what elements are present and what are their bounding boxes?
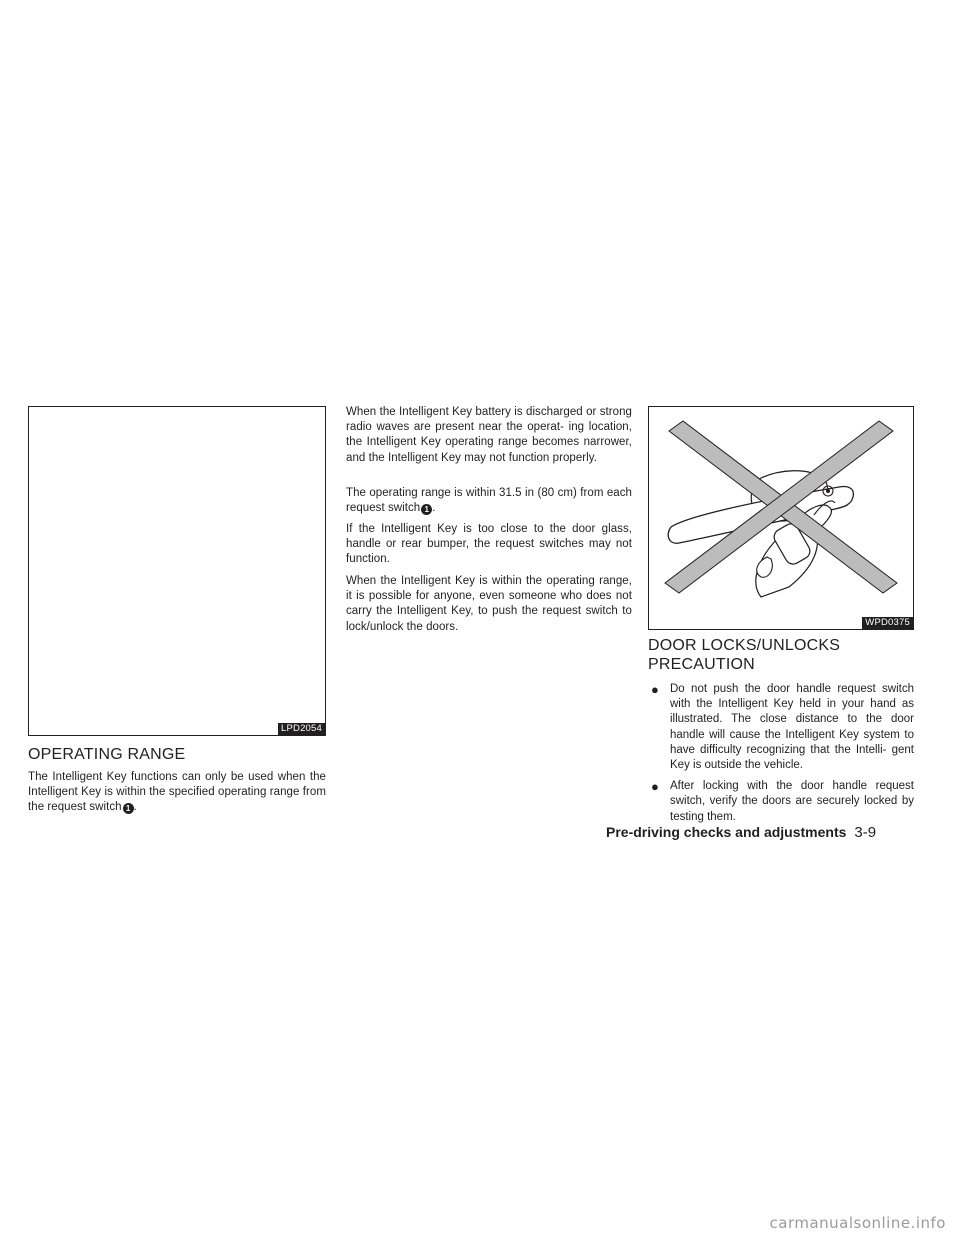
middle-paragraph-4: When the Intelligent Key is within the operating range, it is possible for anyone, even someone who does not carry the Intelligent Key, to push the request switch to lock/unlock the doors.: [346, 575, 632, 633]
figure-operating-range: [28, 406, 326, 736]
callout-1-icon: 1: [421, 504, 432, 515]
list-item-text: After locking with the door handle request switch, verify the doors are securely locked by testing them.: [670, 780, 914, 823]
section-heading-door-locks-line-1: DOOR LOCKS/UNLOCKS: [648, 637, 841, 654]
list-item-text: Do not push the door handle request switch with the Intelligent Key held in your hand as illustrated. The close distance to the door handle will cause the Intelligent Key system to have difficulty recognizing that the Intelli- gent Key is outside the vehicle.: [670, 683, 914, 772]
bullet-icon: ●: [651, 682, 659, 697]
middle-paragraph-2-end: .: [432, 502, 436, 515]
list-item: [646, 779, 914, 825]
operating-range-text: The Intelligent Key functions can only be used when the Intelligent Key is within the specified operating range from the request switch: [28, 771, 326, 814]
middle-paragraph-1: When the Intelligent Key battery is discharged or strong radio waves are present near the operat- ing location, the Intelligent Key operating range becomes narrower, and the Intelligent Key may not function properly.: [346, 406, 632, 464]
watermark: carmanualsonline.info: [769, 1214, 946, 1232]
middle-paragraph-2-text: The operating range is within 31.5 in (80 cm) from each request switch: [346, 487, 632, 515]
figure-label: WPD0375: [862, 617, 913, 629]
callout-1-icon: 1: [123, 803, 134, 814]
figure-door-handle-warning: [648, 406, 914, 630]
figure-label: LPD2054: [278, 723, 325, 735]
section-heading-operating-range: OPERATING RANGE: [28, 746, 186, 763]
page-number: 3-9: [854, 824, 877, 841]
footer-section-title: Pre-driving checks and adjustments: [606, 824, 847, 840]
precaution-list: [646, 682, 914, 831]
bullet-icon: ●: [651, 779, 659, 795]
section-heading-door-locks-line-2: PRECAUTION: [648, 656, 755, 673]
operating-range-text-end: .: [133, 801, 137, 814]
list-item: [646, 682, 914, 773]
key-tip: [757, 557, 773, 577]
page-footer: [606, 823, 876, 842]
operating-range-paragraph: [28, 770, 326, 816]
middle-paragraph-3: If the Intelligent Key is too close to the door glass, handle or rear bumper, the request switches may not function.: [346, 523, 632, 566]
middle-paragraph-2: [346, 486, 632, 516]
door-handle-illustration: [649, 407, 913, 629]
